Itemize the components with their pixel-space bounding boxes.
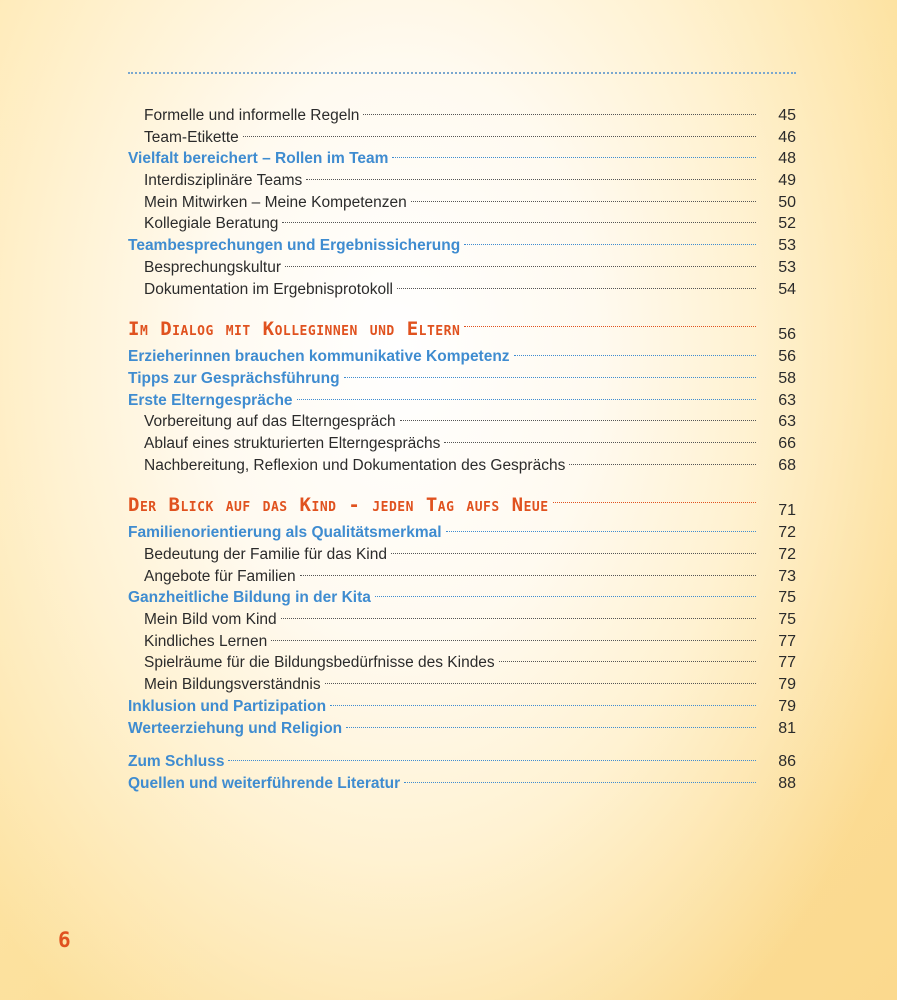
dot-leader bbox=[569, 464, 756, 465]
dot-leader bbox=[271, 640, 756, 641]
toc-chapter[interactable] bbox=[128, 312, 796, 346]
toc-section[interactable] bbox=[128, 718, 796, 740]
table-of-contents bbox=[128, 105, 796, 795]
toc-section-label: Zum Schluss bbox=[128, 753, 225, 771]
toc-entry-page: 66 bbox=[778, 434, 796, 452]
dot-leader bbox=[297, 399, 756, 400]
toc-entry-label: Mein Mitwirken – Meine Kompetenzen bbox=[144, 193, 407, 211]
toc-entry-page: 45 bbox=[778, 107, 796, 124]
toc-entry[interactable] bbox=[128, 544, 796, 566]
dot-leader bbox=[464, 326, 756, 327]
toc-section[interactable] bbox=[128, 696, 796, 718]
toc-entry-page: 68 bbox=[778, 456, 796, 474]
toc-section-page: 63 bbox=[778, 391, 796, 409]
dot-leader bbox=[281, 618, 756, 619]
toc-entry-page: 46 bbox=[778, 128, 796, 146]
toc-section-label: Ganzheitliche Bildung in der Kita bbox=[128, 589, 371, 607]
toc-section[interactable] bbox=[128, 390, 796, 412]
toc-chapter-page: 56 bbox=[778, 326, 796, 344]
toc-entry[interactable] bbox=[128, 192, 796, 214]
toc-entry-label: Vorbereitung auf das Elterngespräch bbox=[144, 413, 396, 431]
toc-entry[interactable] bbox=[128, 170, 796, 192]
toc-entry-page: 54 bbox=[778, 280, 796, 298]
toc-entry[interactable] bbox=[128, 433, 796, 455]
toc-entry-label: Dokumentation im Ergebnisprotokoll bbox=[144, 280, 393, 298]
toc-entry[interactable] bbox=[128, 213, 796, 235]
toc-entry[interactable] bbox=[128, 257, 796, 279]
toc-entry-label: Nachbereitung, Reflexion und Dokumentation des Gesprächs bbox=[144, 456, 566, 474]
toc-section[interactable] bbox=[128, 773, 796, 795]
dot-leader bbox=[300, 575, 756, 576]
dot-leader bbox=[285, 266, 756, 267]
toc-section-label: Familienorientierung als Qualitätsmerkmal bbox=[128, 524, 442, 542]
toc-entry[interactable] bbox=[128, 411, 796, 433]
dot-leader bbox=[375, 596, 756, 597]
toc-entry-label: Angebote für Familien bbox=[144, 567, 296, 585]
toc-section-page: 86 bbox=[778, 753, 796, 771]
toc-entry-label: Besprechungskultur bbox=[144, 258, 281, 276]
dot-leader bbox=[404, 782, 756, 783]
dot-leader bbox=[397, 288, 756, 289]
dot-leader bbox=[346, 727, 756, 728]
dot-leader bbox=[411, 201, 756, 202]
toc-section[interactable] bbox=[128, 368, 796, 390]
toc-section-label: Teambesprechungen und Ergebnissicherung bbox=[128, 237, 461, 255]
toc-entry-label: Bedeutung der Familie für das Kind bbox=[144, 546, 387, 563]
toc-entry-label: Team-Etikette bbox=[144, 128, 239, 146]
toc-entry-label: Interdisziplinäre Teams bbox=[144, 172, 303, 190]
dot-leader bbox=[330, 705, 756, 706]
toc-entry-page: 72 bbox=[778, 546, 796, 563]
toc-entry-page: 77 bbox=[778, 632, 796, 650]
toc-section-page: 75 bbox=[778, 589, 796, 607]
dot-leader bbox=[464, 244, 756, 245]
toc-section-label: Vielfalt bereichert – Rollen im Team bbox=[128, 150, 389, 168]
toc-entry-label: Mein Bild vom Kind bbox=[144, 611, 277, 629]
toc-section-label: Werteerziehung und Religion bbox=[128, 719, 343, 737]
toc-entry-label: Spielräume für die Bildungsbedürfnisse des Kindes bbox=[144, 654, 495, 672]
toc-entry-label: Mein Bildungsverständnis bbox=[144, 676, 321, 694]
toc-entry-page: 50 bbox=[778, 193, 796, 211]
toc-entry[interactable] bbox=[128, 631, 796, 653]
toc-section-page: 81 bbox=[778, 719, 796, 737]
toc-entry[interactable] bbox=[128, 455, 796, 477]
toc-entry[interactable] bbox=[128, 566, 796, 588]
dot-leader bbox=[325, 683, 756, 684]
toc-section[interactable] bbox=[128, 235, 796, 257]
toc-chapter[interactable] bbox=[128, 488, 796, 522]
dot-leader bbox=[306, 179, 756, 180]
toc-section-page: 79 bbox=[778, 697, 796, 715]
dot-leader bbox=[392, 157, 756, 158]
toc-section-page: 88 bbox=[778, 774, 796, 792]
toc-section[interactable] bbox=[128, 346, 796, 368]
toc-entry-label: Ablauf eines strukturierten Elterngesprächs bbox=[144, 434, 441, 452]
toc-section-page: 53 bbox=[778, 237, 796, 255]
toc-entry-page: 77 bbox=[778, 654, 796, 672]
toc-section-page: 58 bbox=[778, 369, 796, 387]
toc-section-label: Quellen und weiterführende Literatur bbox=[128, 774, 401, 792]
toc-chapter-page: 71 bbox=[778, 502, 796, 520]
toc-entry-label: Kindliches Lernen bbox=[144, 632, 268, 650]
page-number: 6 bbox=[58, 928, 71, 952]
top-dotted-rule bbox=[128, 72, 796, 74]
toc-section-page: 48 bbox=[778, 150, 796, 168]
toc-section-label: Erzieherinnen brauchen kommunikative Kompetenz bbox=[128, 348, 510, 366]
toc-entry-page: 73 bbox=[778, 567, 796, 585]
dot-leader bbox=[282, 222, 756, 223]
dot-leader bbox=[344, 377, 756, 378]
toc-spacer bbox=[128, 739, 796, 751]
toc-entry[interactable] bbox=[128, 674, 796, 696]
toc-entry[interactable] bbox=[128, 127, 796, 149]
toc-section-page: 56 bbox=[778, 348, 796, 366]
toc-chapter-title: Der Blick auf das Kind - jeden Tag aufs Neue bbox=[128, 494, 549, 517]
toc-entry-page: 79 bbox=[778, 676, 796, 694]
dot-leader bbox=[514, 355, 756, 356]
toc-entry-label: Kollegiale Beratung bbox=[144, 215, 279, 233]
dot-leader bbox=[444, 442, 756, 443]
toc-section-label: Tipps zur Gesprächsführung bbox=[128, 369, 340, 387]
toc-chapter-title: Im Dialog mit Kolleginnen und Eltern bbox=[128, 318, 461, 341]
dot-leader bbox=[228, 760, 756, 761]
toc-entry-page: 75 bbox=[778, 611, 796, 629]
toc-entry-page: 52 bbox=[778, 215, 796, 233]
toc-entry-page: 49 bbox=[778, 172, 796, 190]
toc-entry[interactable] bbox=[128, 609, 796, 631]
dot-leader bbox=[553, 502, 756, 503]
toc-section-label: Erste Elterngespräche bbox=[128, 391, 293, 409]
dot-leader bbox=[243, 136, 756, 137]
dot-leader bbox=[363, 114, 756, 115]
toc-entry[interactable] bbox=[128, 279, 796, 301]
toc-entry-label: Formelle und informelle Regeln bbox=[144, 107, 360, 124]
toc-section-page: 72 bbox=[778, 524, 796, 542]
toc-entry[interactable] bbox=[128, 652, 796, 674]
toc-section[interactable] bbox=[128, 751, 796, 773]
dot-leader bbox=[499, 661, 756, 662]
dot-leader bbox=[391, 553, 756, 554]
toc-section[interactable] bbox=[128, 587, 796, 609]
toc-entry-page: 53 bbox=[778, 258, 796, 276]
toc-section-label: Inklusion und Partizipation bbox=[128, 697, 327, 715]
dot-leader bbox=[446, 531, 756, 532]
toc-section[interactable] bbox=[128, 522, 796, 544]
toc-entry[interactable] bbox=[128, 105, 796, 127]
dot-leader bbox=[400, 420, 756, 421]
toc-section[interactable] bbox=[128, 148, 796, 170]
toc-entry-page: 63 bbox=[778, 413, 796, 431]
